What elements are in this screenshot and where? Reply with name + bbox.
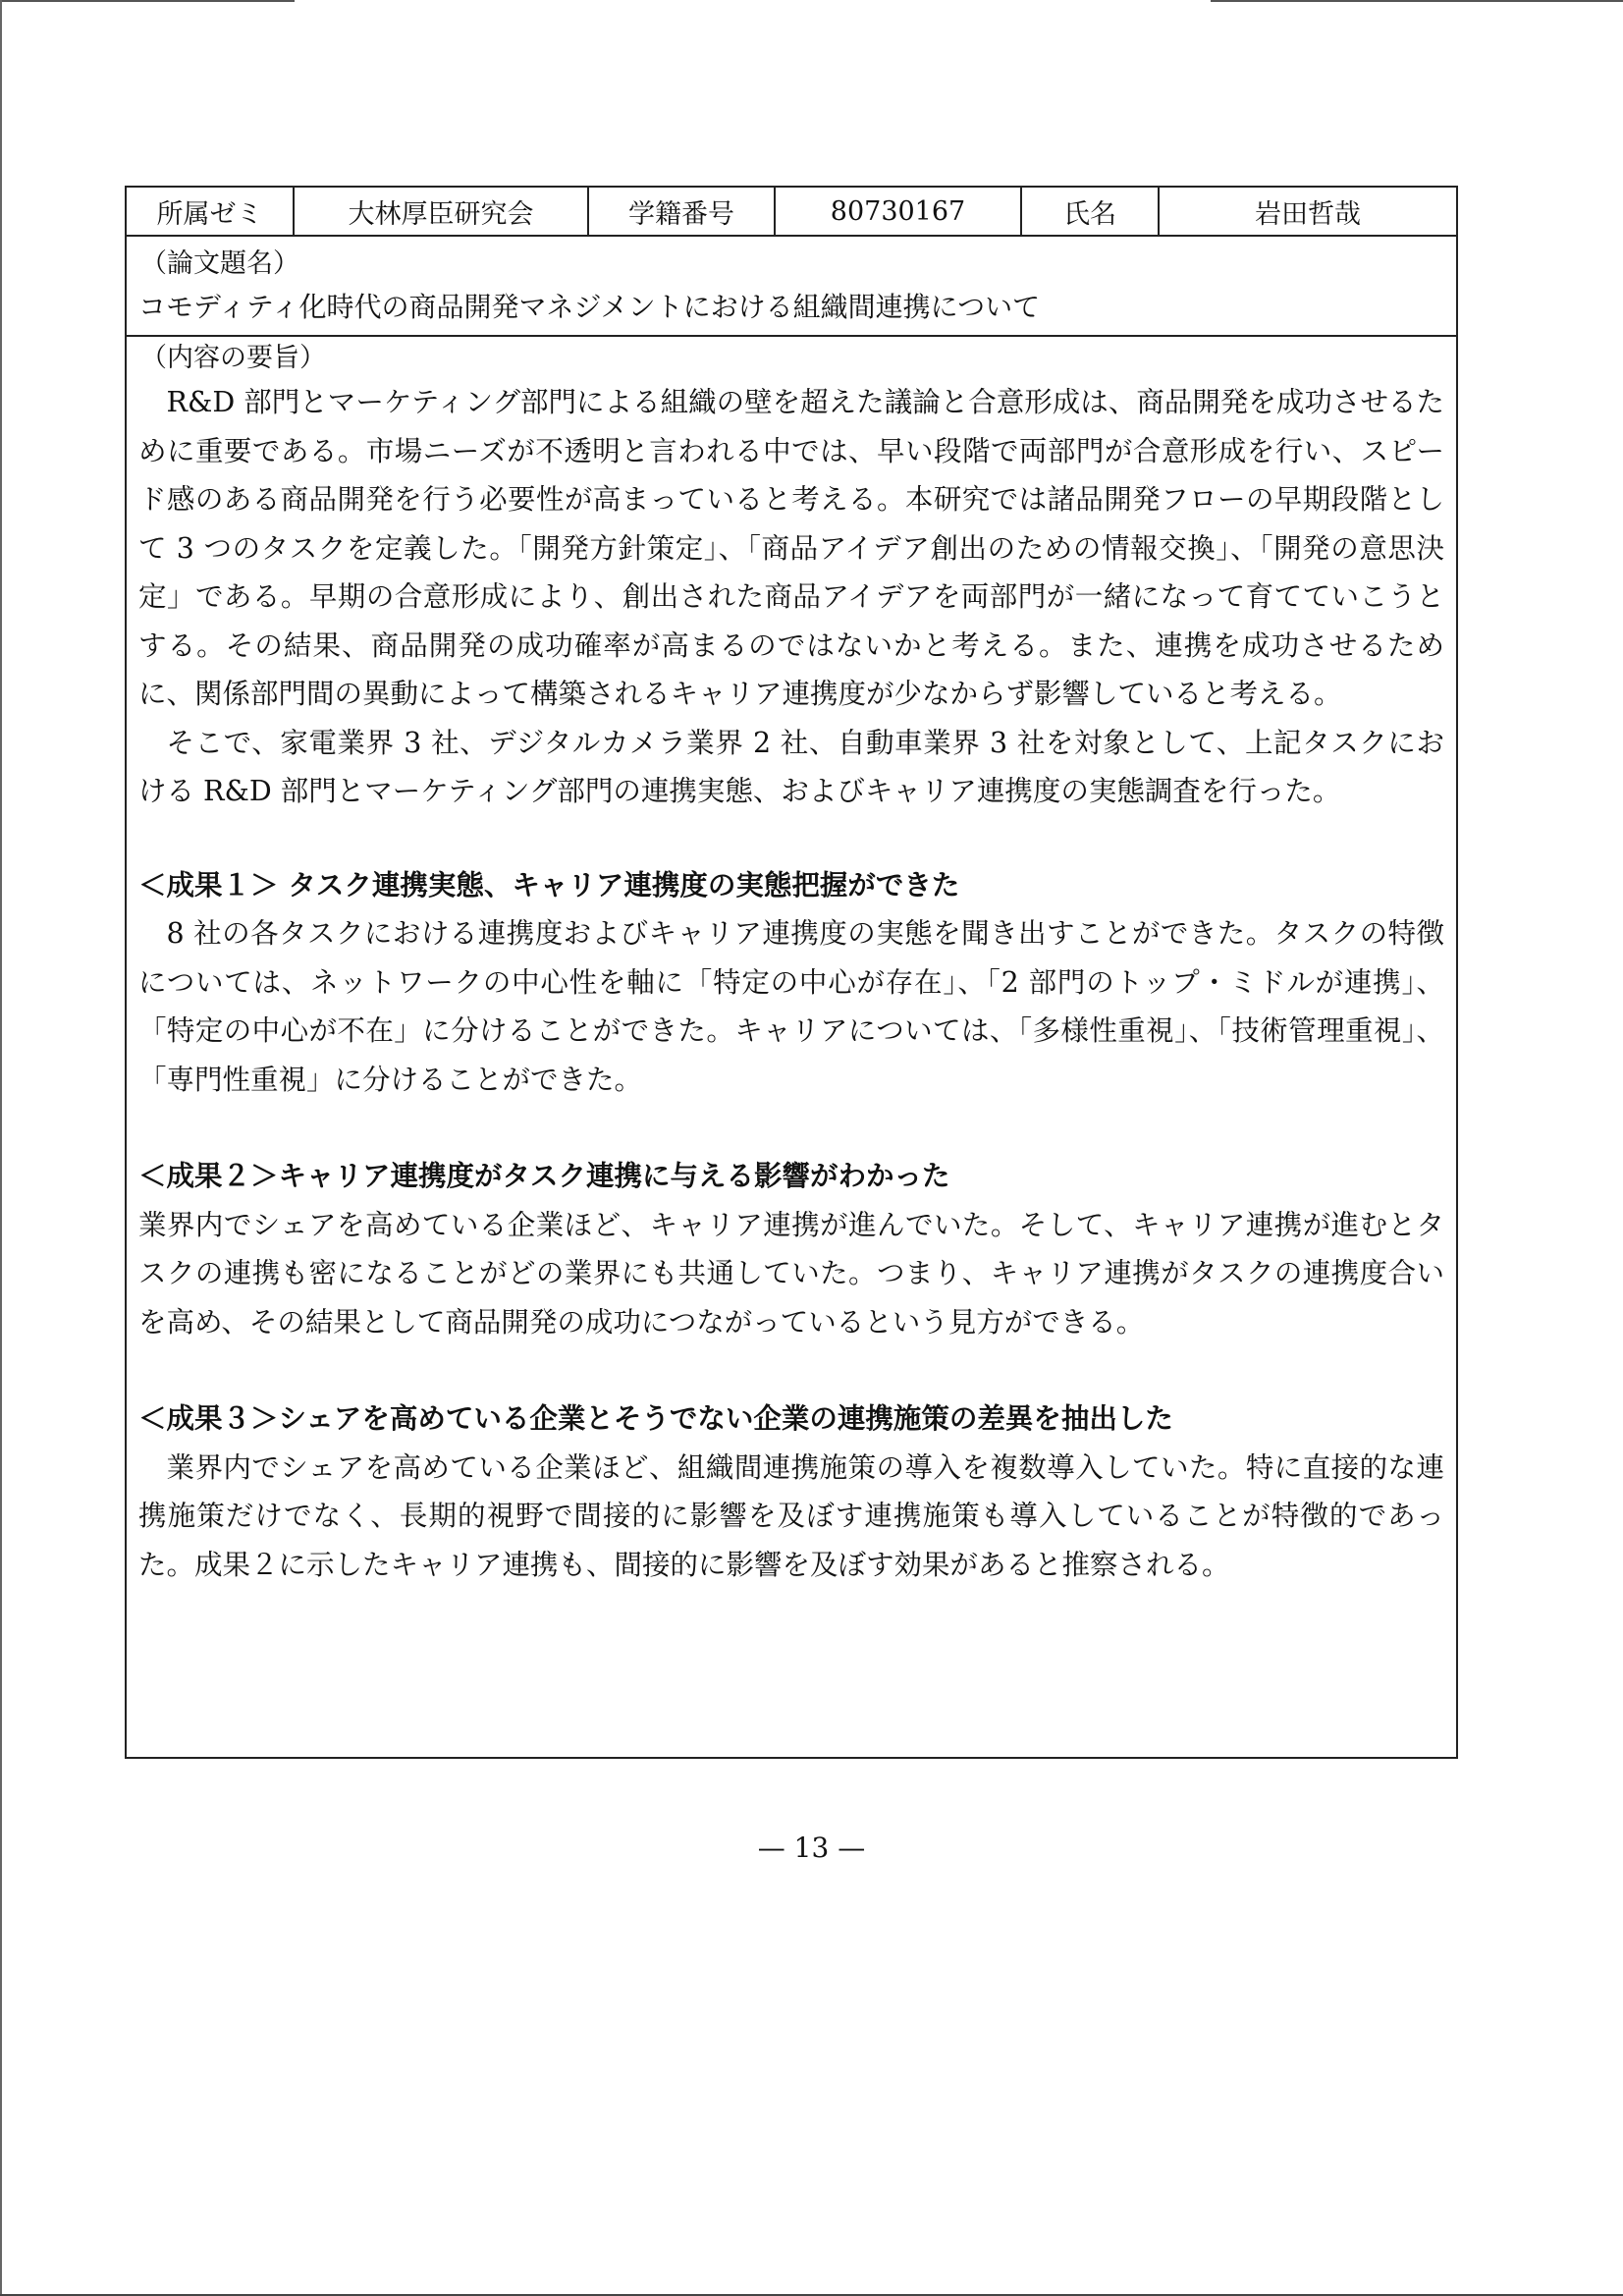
result1-heading: ＜成果１＞ タスク連携実態、キャリア連携度の実態把握ができた — [138, 867, 960, 902]
thesis-title-block — [127, 237, 1456, 337]
name-value: 岩田哲哉 — [1255, 198, 1361, 230]
thesis-title: コモディティ化時代の商品開発マネジメントにおける組織間連携について — [138, 291, 1041, 323]
student-id-value: 80730167 — [776, 188, 1022, 235]
seminar-label: 所属ゼミ — [127, 188, 295, 235]
summary-block — [127, 337, 1456, 1589]
scan-edge-top-right — [1211, 0, 1623, 2]
scan-edge-top-left — [0, 0, 295, 2]
abstract-form — [125, 186, 1458, 1759]
result2-heading: ＜成果２＞キャリア連携度がタスク連携に与える影響がわかった — [138, 1159, 950, 1192]
thesis-title-label: （論文題名） — [140, 248, 299, 279]
header-row — [127, 188, 1456, 237]
summary-intro-paragraph: R&D 部門とマーケティング部門による組織の壁を超えた議論と合意形成は、商品開発を成功させるために重要である。市場ニーズが不透明と言われる中では、早い段階で両部門が合意形成を行い、スピード感のある商品開発を行う必要性が高まっていると考える。本研究では諸品開発フローの早期段階として 3 つのタスクを定義した。「開発方針策定」、「商品アイデア創出のための情報交換」、「開発の意思決定」である。早期の合意形成により、創出された商品アイデアを両部門が一緒になって育てていこうとする。その結果、商品開発の成功確率が高まるのではないかと考える。また、連携を成功させるために、関係部門間の異動によって構築されるキャリア連携度が少なからず影響していると考える。 — [138, 386, 1444, 710]
result3-paragraph: 業界内でシェアを高めている企業ほど、組織間連携施策の導入を複数導入していた。特に直接的な連携施策だけでなく、長期的視野で間接的に影響を及ぼす連携施策も導入していることが特徴的であった。成果２に示したキャリア連携も、間接的に影響を及ぼす効果があると推察される。 — [138, 1450, 1444, 1581]
page-number: — 13 — — [757, 1831, 866, 1864]
result3-heading: ＜成果３＞シェアを高めている企業とそうでない企業の連携施策の差異を抽出した — [138, 1401, 1173, 1435]
seminar-value: 大林厚臣研究会 — [295, 188, 589, 235]
scan-edge-left — [0, 0, 2, 2296]
student-id-label: 学籍番号 — [589, 188, 776, 235]
summary-survey-paragraph: そこで、家電業界 3 社、デジタルカメラ業界 2 社、自動車業界 3 社を対象として、上記タスクにおける R&D 部門とマーケティング部門の連携実態、およびキャリア連携度の実態調査を行った。 — [138, 726, 1444, 807]
name-label: 氏名 — [1022, 188, 1160, 235]
summary-label: （内容の要旨） — [140, 343, 326, 373]
result2-paragraph: 業界内でシェアを高めている企業ほど、キャリア連携が進んでいた。そして、キャリア連携が進むとタスクの連携も密になることがどの業界にも共通していた。つまり、キャリア連携がタスクの連携度合いを高め、その結果として商品開発の成功につながっているという見方ができる。 — [138, 1208, 1444, 1339]
result1-paragraph: 8 社の各タスクにおける連携度およびキャリア連携度の実態を聞き出すことができた。タスクの特徴については、ネットワークの中心性を軸に「特定の中心が存在」、「2 部門のトップ・ミドルが連携」、「特定の中心が不在」に分けることができた。キャリアについては、「多様性重視」、「技術管理重視」、「専門性重視」に分けることができた。 — [138, 917, 1444, 1096]
